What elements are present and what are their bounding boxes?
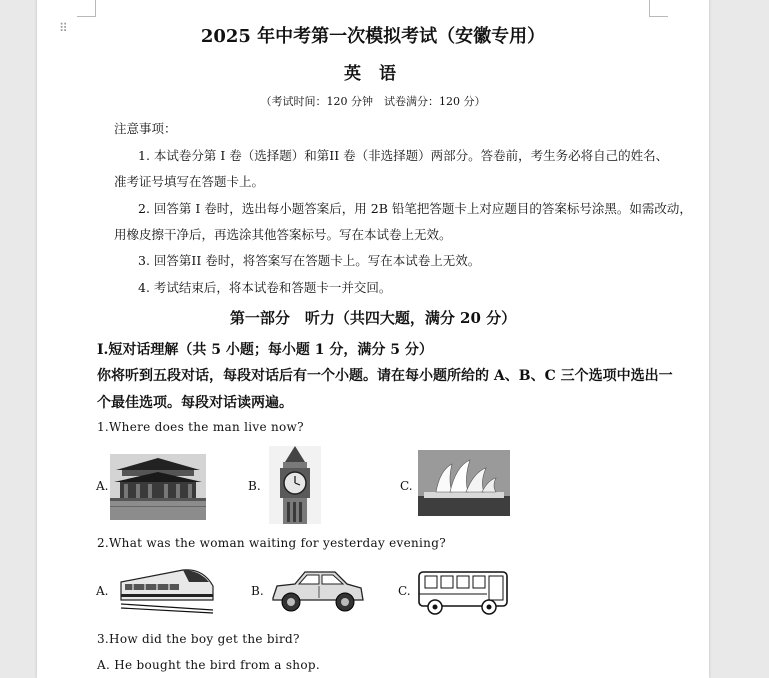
instruction-line: 你将听到五段对话，每段对话后有一个小题。请在每小题所给的 A、B、C 三个选项中选出一 — [97, 368, 673, 384]
question-text: 2.What was the woman waiting for yesterday evening? — [97, 536, 446, 550]
question-text: 3.How did the boy get the bird? — [97, 632, 300, 646]
car-image — [269, 564, 365, 616]
option-label: A. — [96, 584, 109, 598]
part-title: 第一部分 听力（共四大题，满分 20 分） — [229, 309, 517, 327]
question-text: 1.Where does the man live now? — [97, 420, 304, 434]
notice-line: 用橡皮擦干净后，再选涂其他答案标号。写在本试卷上无效。 — [114, 227, 452, 242]
notice-heading: 注意事项： — [114, 121, 177, 136]
margin-corner-marker — [649, 0, 668, 17]
option-label: C. — [398, 584, 411, 598]
notice-line: 准考证号填写在答题卡上。 — [114, 174, 265, 189]
option-label: B. — [248, 479, 261, 493]
section-title: Ⅰ.短对话理解（共 5 小题；每小题 1 分，满分 5 分） — [97, 342, 433, 358]
option-text: A. He bought the bird from a shop. — [97, 658, 320, 672]
instruction-line: 个最佳选项。每段对话读两遍。 — [97, 395, 293, 411]
option-label: B. — [251, 584, 264, 598]
drag-handle-icon[interactable]: ⠿ — [59, 21, 69, 35]
sydney-opera-house-image — [418, 450, 510, 516]
document-page — [37, 0, 709, 678]
notice-line: 3. 回答第II 卷时，将答案写在答题卡上。写在本试卷上无效。 — [138, 253, 481, 268]
notice-line: 1. 本试卷分第 I 卷（选择题）和第II 卷（非选择题）两部分。答卷前，考生务必将自己的姓名、 — [138, 148, 669, 163]
notice-line: 2. 回答第 I 卷时，选出每小题答案后，用 2B 铅笔把答题卡上对应题目的答案标号涂黑。如需改动， — [138, 201, 692, 216]
forbidden-city-image — [110, 454, 206, 520]
option-label: A. — [96, 479, 109, 493]
notice-line: 4. 考试结束后，将本试卷和答题卡一并交回。 — [138, 280, 392, 295]
big-ben-image — [269, 446, 321, 524]
margin-corner-marker — [77, 0, 96, 17]
exam-title: 2025 年中考第一次模拟考试（安徽专用） — [200, 26, 546, 47]
option-label: C. — [400, 479, 413, 493]
bus-image — [415, 566, 511, 618]
train-image — [119, 560, 215, 614]
subject-title: 英 语 — [344, 64, 402, 84]
exam-meta: （考试时间：120 分钟 试卷满分：120 分） — [260, 95, 486, 108]
